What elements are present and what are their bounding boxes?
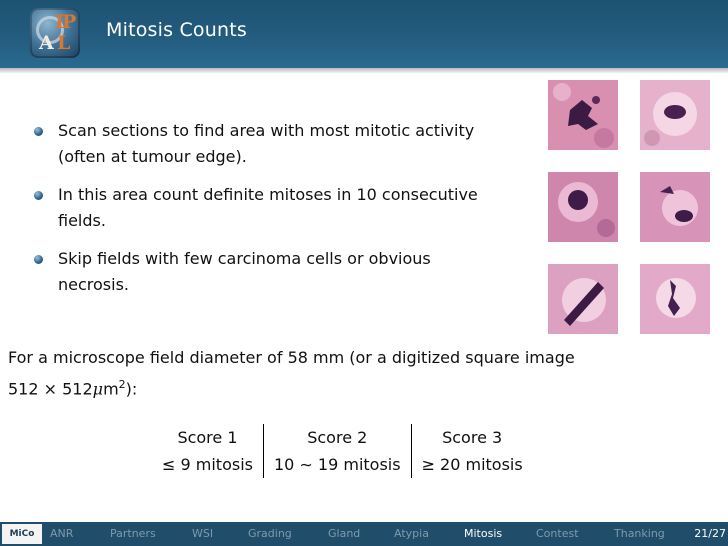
footer-nav-bar	[0, 522, 728, 546]
logo-letter: I	[55, 11, 64, 33]
score-header: Score 2	[263, 424, 411, 451]
page-number: 21/27	[694, 527, 726, 540]
bullet-icon	[34, 191, 43, 200]
bullet-text-line: fields.	[58, 211, 106, 230]
mitosis-image	[548, 172, 618, 242]
bullet-text-line: Scan sections to find area with most mitotic activity	[58, 121, 475, 140]
score-header: Score 3	[411, 424, 533, 451]
mitosis-image	[548, 80, 618, 150]
score-header-row	[152, 424, 533, 451]
unit: m	[103, 379, 119, 399]
score-range: ≥ 20 mitosis	[411, 451, 533, 478]
score-range: 10 ∼ 19 mitosis	[263, 451, 411, 478]
logo-letter: A	[39, 32, 54, 54]
logo-letter: P	[62, 11, 77, 33]
bullet-text-line: necrosis.	[58, 275, 129, 294]
mitosis-image	[640, 80, 710, 150]
score-table	[152, 424, 533, 478]
score-header: Score 1	[177, 428, 238, 447]
nav-partners[interactable]: Partners	[110, 527, 156, 540]
bullet-item	[34, 118, 544, 170]
bullet-icon	[34, 255, 43, 264]
field-line-1: For a microscope field diameter of 58 mm (or a digitized square image	[8, 348, 575, 367]
bullet-icon	[34, 127, 43, 136]
mitosis-image	[548, 264, 618, 334]
bullet-text-line: Skip fields with few carcinoma cells or obvious	[58, 249, 431, 268]
field-description	[8, 344, 720, 402]
logo-letter: L	[57, 32, 71, 54]
bullet-item	[34, 182, 544, 234]
mitosis-image-grid	[548, 80, 718, 338]
slide-title: Mitosis Counts	[106, 19, 247, 41]
bullet-item	[34, 246, 544, 298]
field-size: 512 × 512	[8, 379, 93, 399]
exponent: 2	[118, 378, 126, 391]
nav-grading[interactable]: Grading	[248, 527, 292, 540]
mitosis-image	[640, 172, 710, 242]
mico-logo: MiCo	[2, 524, 42, 544]
field-suffix: ):	[125, 379, 138, 399]
mu-symbol: μ	[92, 379, 104, 399]
score-range: ≤ 9 mitosis	[162, 455, 253, 474]
nav-thanking[interactable]: Thanking	[614, 527, 665, 540]
nav-mitosis[interactable]: Mitosis	[464, 527, 503, 540]
header-shadow	[0, 68, 728, 74]
nav-wsi[interactable]: WSI	[192, 527, 214, 540]
mitosis-image	[640, 264, 710, 334]
bullet-list	[34, 118, 544, 298]
bullet-text-line: (often at tumour edge).	[58, 147, 247, 166]
nav-atypia[interactable]: Atypia	[394, 527, 429, 540]
ipal-logo	[30, 8, 80, 58]
nav-contest[interactable]: Contest	[536, 527, 579, 540]
bullet-text-line: In this area count definite mitoses in 10 consecutive	[58, 185, 478, 204]
score-range-row	[152, 451, 533, 478]
nav-anr[interactable]: ANR	[50, 527, 74, 540]
nav-gland[interactable]: Gland	[328, 527, 361, 540]
field-line-2	[8, 371, 720, 402]
